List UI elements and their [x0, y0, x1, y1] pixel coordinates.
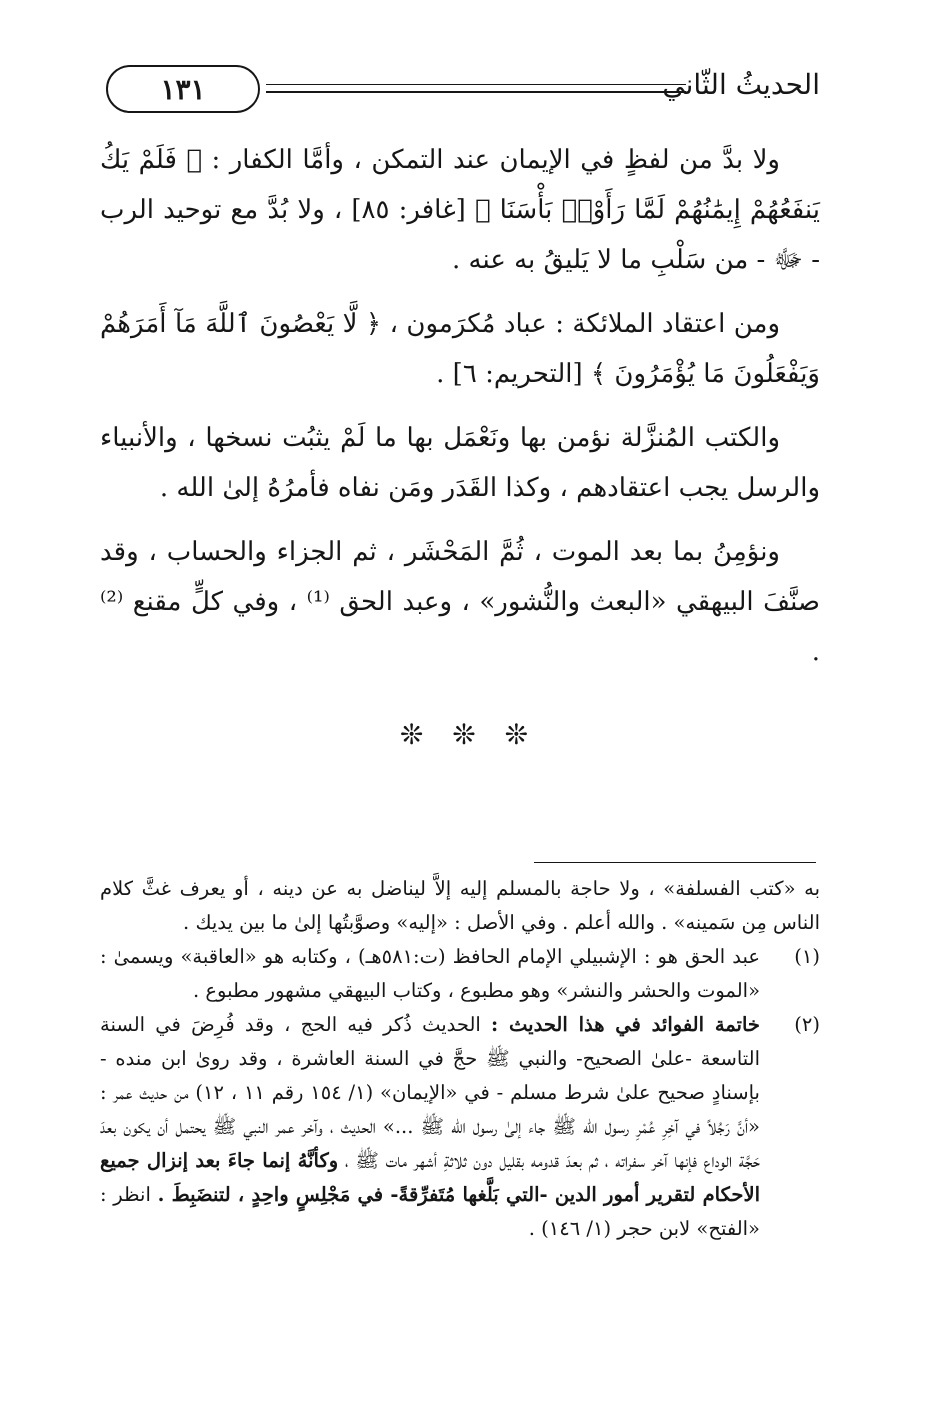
- running-title: الحديثُ الثّاني: [662, 68, 820, 101]
- page-header: [100, 60, 820, 120]
- footnote-continuation: به «كتب الفسلفة» ، ولا حاجة بالمسلم إليه إلاَّ ليناضل به عن دينه ، أو يعرف غثَّ كلام الناس مِن سَمينه» . والله أعلم . وفي الأصل : «إليه» وصوَّبتُها إلىٰ ما بين يديك .: [100, 877, 820, 934]
- footnote-reference: انظر : «الفتح» لابن حجر (١/ ١٤٦) .: [100, 1183, 760, 1240]
- paragraph: والكتب المُنزَّلة نؤمن بها ونَعْمَل بها ما لَمْ يثبُت نسخها ، والأنبياء والرسل يجب اعتقادهم ، وكذا القَدَر ومَن نفاه فأمرُهُ إلىٰ الله .: [100, 423, 820, 503]
- footnote-body: [100, 1008, 760, 1246]
- footnote-number: (٢): [794, 1013, 820, 1036]
- footnotes: [100, 872, 820, 1246]
- footnote-text: الحديث ذُكر فيه الحج ، وقد فُرِضَ في السنة التاسعة -علىٰ الصحيح- والنبي ﷺ حجَّ في السنة العاشرة ، وقد روىٰ ابن منده - بإسنادٍ صحيح علىٰ شرط مسلم - في «الإيمان» (١/ ١٥٤ رقم ١١ ، ١٢) من حديث عمر : «أنَّ رَجُلاً في آخِرِ عُمْرِ رسول الله ﷺ جاء إلىٰ رسول الله ﷺ ...» الحديث ، وآخر عمر النبي ﷺ يحتمل أن يكون بعدَ حَجَّة الوداع فإنها آخر سفراته ، ثم بعدَ قدومه بقليل دون ثلاثةِ أشهر مات ﷺ ،: [100, 1013, 760, 1172]
- paragraph: ولا بدَّ من لفظٍ في الإيمان عند التمكن ، وأمَّا الكفار : ﴿ فَلَمْ يَكُ يَنفَعُهُمْ إِيمَٰنُهُمْ لَمَّا رَأَوْا۟ بَأْسَنَا ﴾ [غافر: ٨٥] ، ولا بُدَّ مع توحيد الرب - ﷻ - من سَلْبِ ما لا يَليقُ به عنه .: [100, 145, 821, 275]
- footnote-lead: خاتمة الفوائد في هذا الحديث :: [491, 1013, 760, 1036]
- section-separator: ❊ ❊ ❊: [399, 718, 539, 751]
- footnote-number: (١): [794, 945, 820, 968]
- footnote-2: [100, 1008, 820, 1246]
- page-number: ١٣١: [106, 65, 260, 113]
- header-rule: [266, 84, 686, 93]
- paragraph: ونؤمِنُ بما بعد الموت ، ثُمَّ المَحْشَر ، ثم الجزاء والحساب ، وقد صنَّفَ البيهقي «البعث والنُّشور» ، وعبد الحق ⁽¹⁾ ، وفي كلٍّ مقنع ⁽²⁾ .: [100, 537, 820, 667]
- footnote-text: عبد الحق هو : الإشبيلي الإمام الحافظ (ت:٥٨١هـ) ، وكتابه هو «العاقبة» ويسمىٰ : «الموت والحشر والنشر» وهو مطبوع ، وكتاب البيهقي مشهور مطبوع .: [100, 945, 761, 1002]
- footnote-rule: [534, 862, 816, 863]
- paragraph: ومن اعتقاد الملائكة : عباد مُكرَمون ، ﴿ لَّا يَعْصُونَ ٱللَّهَ مَآ أَمَرَهُمْ وَيَفْعَلُونَ مَا يُؤْمَرُونَ ﴾ [التحريم: ٦] .: [100, 309, 820, 389]
- footnote-bold-text: وكأنَّهُ إنما جاءَ بعد إنزال جميع الأحكام لتقرير أمور الدين -التي بَلَّغها مُتَفرِّقةً- في مَجْلِسٍ واحِدٍ ، لتنضَبِطَ .: [100, 1149, 760, 1206]
- main-text: [100, 135, 820, 691]
- footnote-1: [100, 940, 820, 1008]
